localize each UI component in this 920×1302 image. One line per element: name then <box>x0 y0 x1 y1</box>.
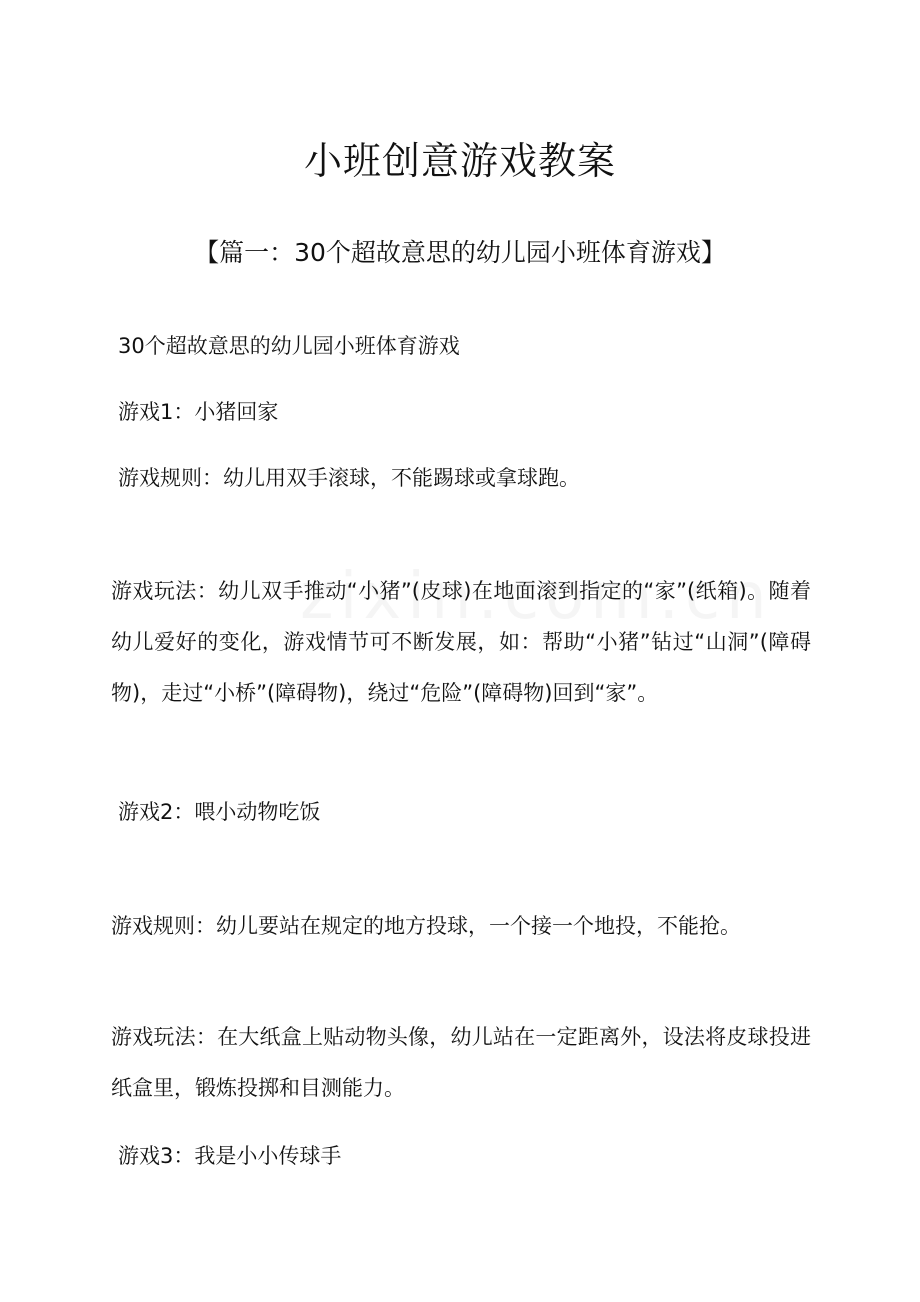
section-heading: 30个超故意思的幼儿园小班体育游戏 <box>118 334 460 358</box>
game2-play: 游戏玩法：在大纸盒上贴动物头像，幼儿站在一定距离外，设法将皮球投进纸盒里，锻炼投掷和目测能力。 <box>111 1025 811 1100</box>
game3-heading: 游戏3：我是小小传球手 <box>118 1144 342 1168</box>
document-title: 小班创意游戏教案 <box>303 139 616 184</box>
game2-rule: 游戏规则：幼儿要站在规定的地方投球，一个接一个地投，不能抢。 <box>111 914 741 938</box>
game1-play: 游戏玩法：幼儿双手推动“小猪”(皮球)在地面滚到指定的“家”(纸箱)。随着幼儿爱好的变化，游戏情节可不断发展，如：帮助“小猪”钻过“山洞”(障碍物)，走过“小桥”(障碍物)，绕过“危险”(障碍物)回到“家”。 <box>111 579 811 705</box>
document-subtitle: 【篇一：30个超故意思的幼儿园小班体育游戏】 <box>194 237 726 267</box>
game2-heading: 游戏2：喂小动物吃饭 <box>118 800 321 824</box>
game1-rule: 游戏规则：幼儿用双手滚球，不能踢球或拿球跑。 <box>118 466 580 490</box>
game1-heading: 游戏1：小猪回家 <box>118 400 279 424</box>
